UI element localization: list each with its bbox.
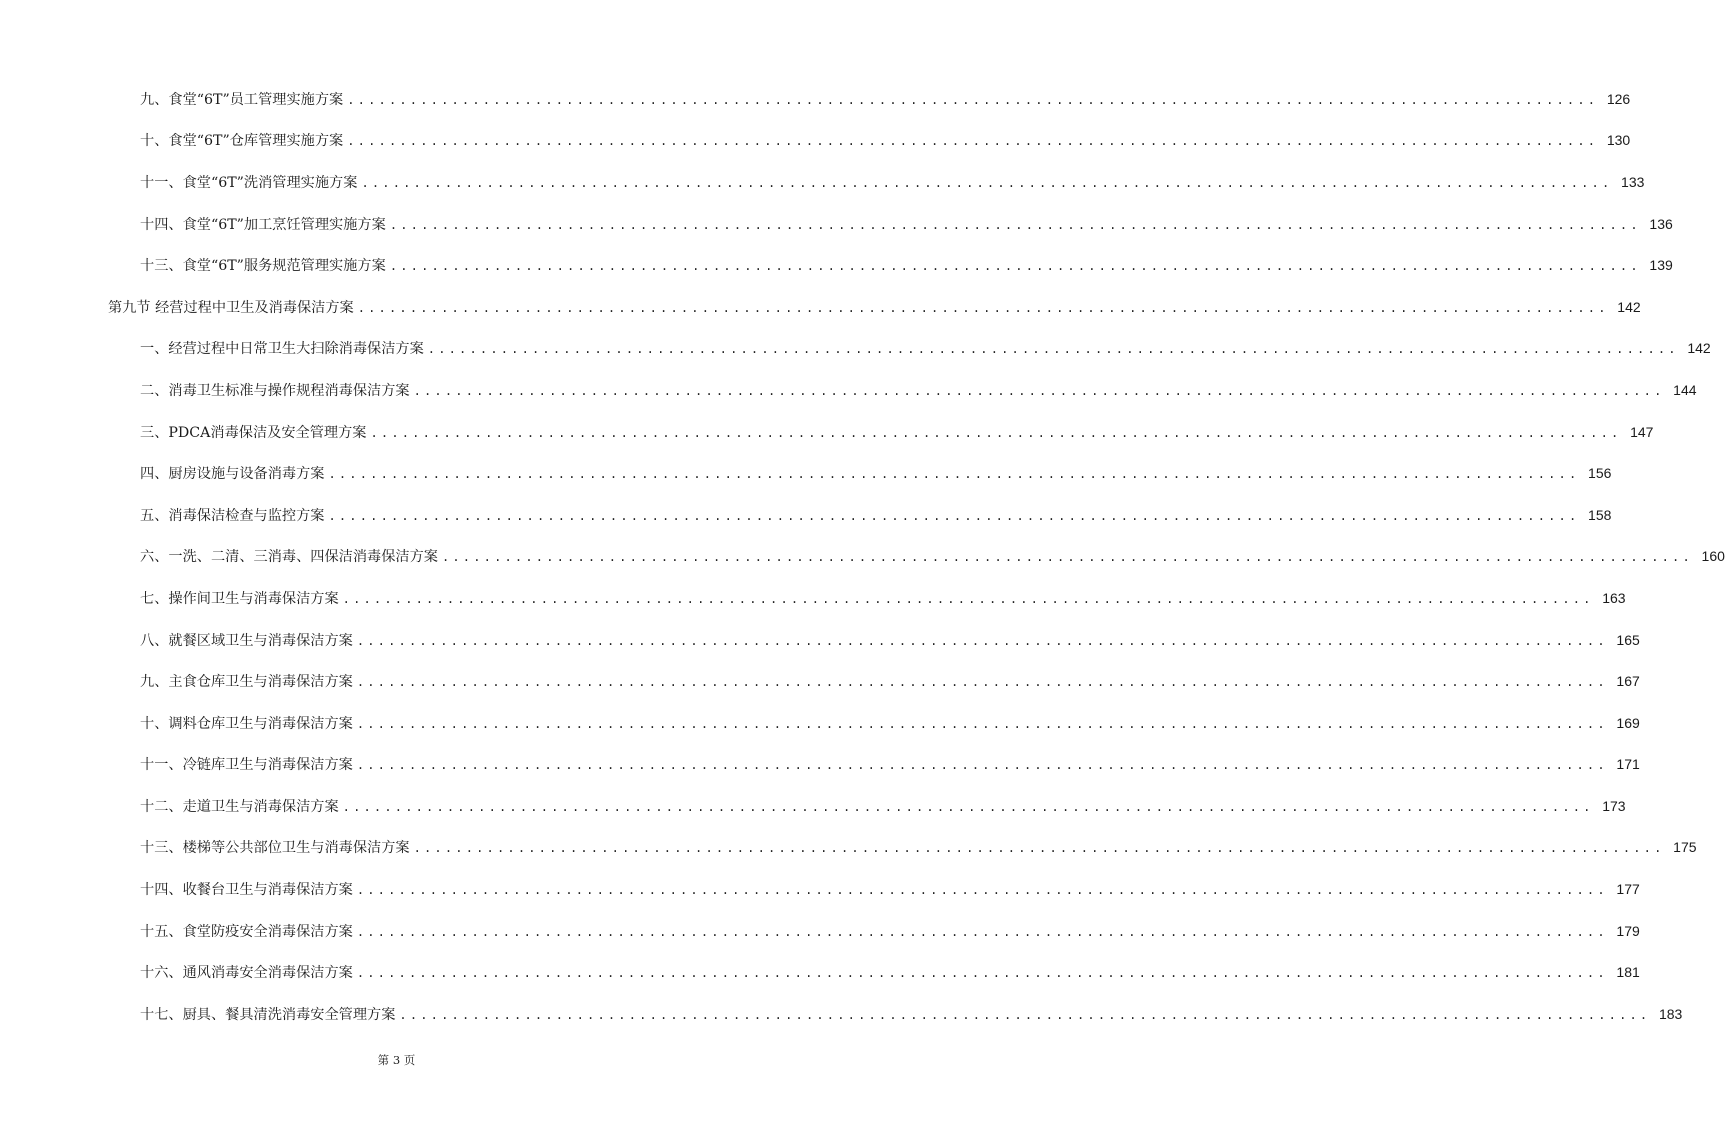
toc-dot-leader: ........................................................................................................................: [399, 1007, 1651, 1022]
toc-entry-title: 七、操作间卫生与消毒保洁方案: [140, 590, 339, 607]
toc-entry-row[interactable]: [0, 494, 1612, 536]
toc-entry-row[interactable]: [0, 868, 1640, 910]
toc-entry-title: 六、一洗、二清、三消毒、四保洁消毒保洁方案: [140, 549, 438, 566]
toc-dot-leader: ........................................................................................................................: [389, 259, 1641, 274]
toc-page-number: 179: [1616, 922, 1640, 939]
toc-entry-title: 十四、收餐台卫生与消毒保洁方案: [140, 882, 353, 899]
toc-entry-title: 十四、食堂“6T”加工烹饪管理实施方案: [140, 216, 386, 233]
toc-dot-leader: ........................................................................................................................: [413, 841, 1665, 856]
toc-dot-leader: ........................................................................................................................: [356, 716, 1608, 731]
toc-page-number: 177: [1616, 881, 1640, 898]
toc-dot-leader: ........................................................................................................................: [357, 300, 1609, 315]
toc-entry-row[interactable]: [0, 328, 1711, 370]
toc-entry-row[interactable]: [0, 993, 1683, 1035]
toc-entry-title: 十、调料仓库卫生与消毒保洁方案: [140, 715, 353, 732]
toc-entry-row[interactable]: [0, 78, 1631, 120]
toc-page-number: 142: [1617, 298, 1641, 315]
toc-entry-title: 十三、食堂“6T”服务规范管理实施方案: [140, 258, 386, 275]
toc-dot-leader: ........................................................................................................................: [347, 92, 1599, 107]
toc-entry-row[interactable]: [0, 577, 1626, 619]
toc-dot-leader: ........................................................................................................................: [328, 467, 1580, 482]
table-of-contents: [0, 78, 1725, 1035]
toc-entry-row[interactable]: [0, 910, 1640, 952]
toc-page-number: 181: [1616, 964, 1640, 981]
toc-page-number: 147: [1630, 423, 1654, 440]
toc-entry-row[interactable]: [0, 369, 1697, 411]
page-footer: [0, 1052, 793, 1068]
toc-entry-title: 三、PDCA消毒保洁及安全管理方案: [140, 424, 367, 441]
toc-dot-leader: ........................................................................................................................: [356, 633, 1608, 648]
toc-entry-title: 九、主食仓库卫生与消毒保洁方案: [140, 674, 353, 691]
toc-entry-row[interactable]: [0, 951, 1640, 993]
toc-dot-leader: ........................................................................................................................: [413, 383, 1665, 398]
toc-dot-leader: ........................................................................................................................: [427, 342, 1679, 357]
toc-page-number: 144: [1673, 381, 1697, 398]
toc-page-number: 163: [1602, 589, 1626, 606]
toc-dot-leader: ........................................................................................................................: [356, 924, 1608, 939]
toc-dot-leader: ........................................................................................................................: [328, 508, 1580, 523]
toc-page-number: 169: [1616, 714, 1640, 731]
toc-page-number: 139: [1649, 257, 1673, 274]
toc-dot-leader: ........................................................................................................................: [441, 550, 1693, 565]
toc-entry-title: 十七、厨具、餐具清洗消毒安全管理方案: [140, 1006, 396, 1023]
toc-dot-leader: ........................................................................................................................: [370, 425, 1622, 440]
toc-entry-title: 十六、通风消毒安全消毒保洁方案: [140, 965, 353, 982]
toc-entry-title: 第九节 经营过程中卫生及消毒保洁方案: [108, 299, 354, 316]
toc-dot-leader: ........................................................................................................................: [361, 175, 1613, 190]
toc-dot-leader: ........................................................................................................................: [342, 799, 1594, 814]
toc-page-number: 130: [1606, 132, 1631, 149]
toc-entry-title: 二、消毒卫生标准与操作规程消毒保洁方案: [140, 382, 410, 399]
toc-entry-row[interactable]: [0, 452, 1612, 494]
toc-entry-title: 十五、食堂防疫安全消毒保洁方案: [140, 923, 353, 940]
toc-entry-title: 四、厨房设施与设备消毒方案: [140, 466, 325, 483]
toc-entry-row[interactable]: [0, 744, 1640, 786]
toc-entry-row[interactable]: [0, 411, 1654, 453]
toc-dot-leader: ........................................................................................................................: [356, 758, 1608, 773]
toc-entry-title: 九、食堂“6T”员工管理实施方案: [140, 91, 344, 108]
toc-page-number: 158: [1588, 506, 1612, 523]
toc-dot-leader: ........................................................................................................................: [356, 966, 1608, 981]
toc-dot-leader: ........................................................................................................................: [356, 675, 1608, 690]
toc-entry-row[interactable]: [0, 702, 1640, 744]
toc-dot-leader: ........................................................................................................................: [347, 134, 1599, 149]
toc-entry-row[interactable]: [0, 785, 1626, 827]
toc-entry-title: 十、食堂“6T”仓库管理实施方案: [140, 133, 344, 150]
toc-page-number: 142: [1687, 340, 1711, 357]
toc-page-number: 165: [1616, 631, 1640, 648]
toc-section-row[interactable]: [0, 286, 1641, 328]
toc-dot-leader: ........................................................................................................................: [389, 217, 1641, 232]
toc-entry-title: 十二、走道卫生与消毒保洁方案: [140, 798, 339, 815]
toc-dot-leader: ........................................................................................................................: [356, 883, 1608, 898]
toc-entry-title: 十一、食堂“6T”洗消管理实施方案: [140, 174, 358, 191]
page-number-label: 第 3 页: [377, 1053, 416, 1067]
toc-page-number: 171: [1616, 756, 1640, 773]
toc-entry-title: 十一、冷链库卫生与消毒保洁方案: [140, 757, 353, 774]
toc-entry-row[interactable]: [0, 827, 1697, 869]
toc-entry-row[interactable]: [0, 161, 1645, 203]
toc-page-number: 175: [1673, 839, 1697, 856]
toc-page-number: 136: [1649, 215, 1673, 232]
toc-page-number: 183: [1658, 1005, 1683, 1022]
toc-page-number: 156: [1588, 465, 1612, 482]
toc-page-number: 173: [1602, 797, 1626, 814]
toc-page-number: 167: [1616, 673, 1640, 690]
toc-entry-row[interactable]: [0, 619, 1640, 661]
toc-entry-title: 五、消毒保洁检查与监控方案: [140, 507, 325, 524]
toc-entry-row[interactable]: [0, 120, 1631, 162]
toc-entry-title: 八、就餐区域卫生与消毒保洁方案: [140, 632, 353, 649]
toc-entry-row[interactable]: [0, 244, 1673, 286]
toc-entry-row[interactable]: [0, 660, 1640, 702]
toc-dot-leader: ........................................................................................................................: [342, 591, 1594, 606]
toc-entry-row[interactable]: [0, 536, 1725, 578]
toc-page-number: 126: [1606, 90, 1631, 107]
toc-entry-row[interactable]: [0, 203, 1673, 245]
toc-page-number: 133: [1621, 173, 1645, 190]
toc-entry-title: 一、经营过程中日常卫生大扫除消毒保洁方案: [140, 341, 424, 358]
toc-entry-title: 十三、楼梯等公共部位卫生与消毒保洁方案: [140, 840, 410, 857]
toc-page-number: 160: [1701, 548, 1725, 565]
